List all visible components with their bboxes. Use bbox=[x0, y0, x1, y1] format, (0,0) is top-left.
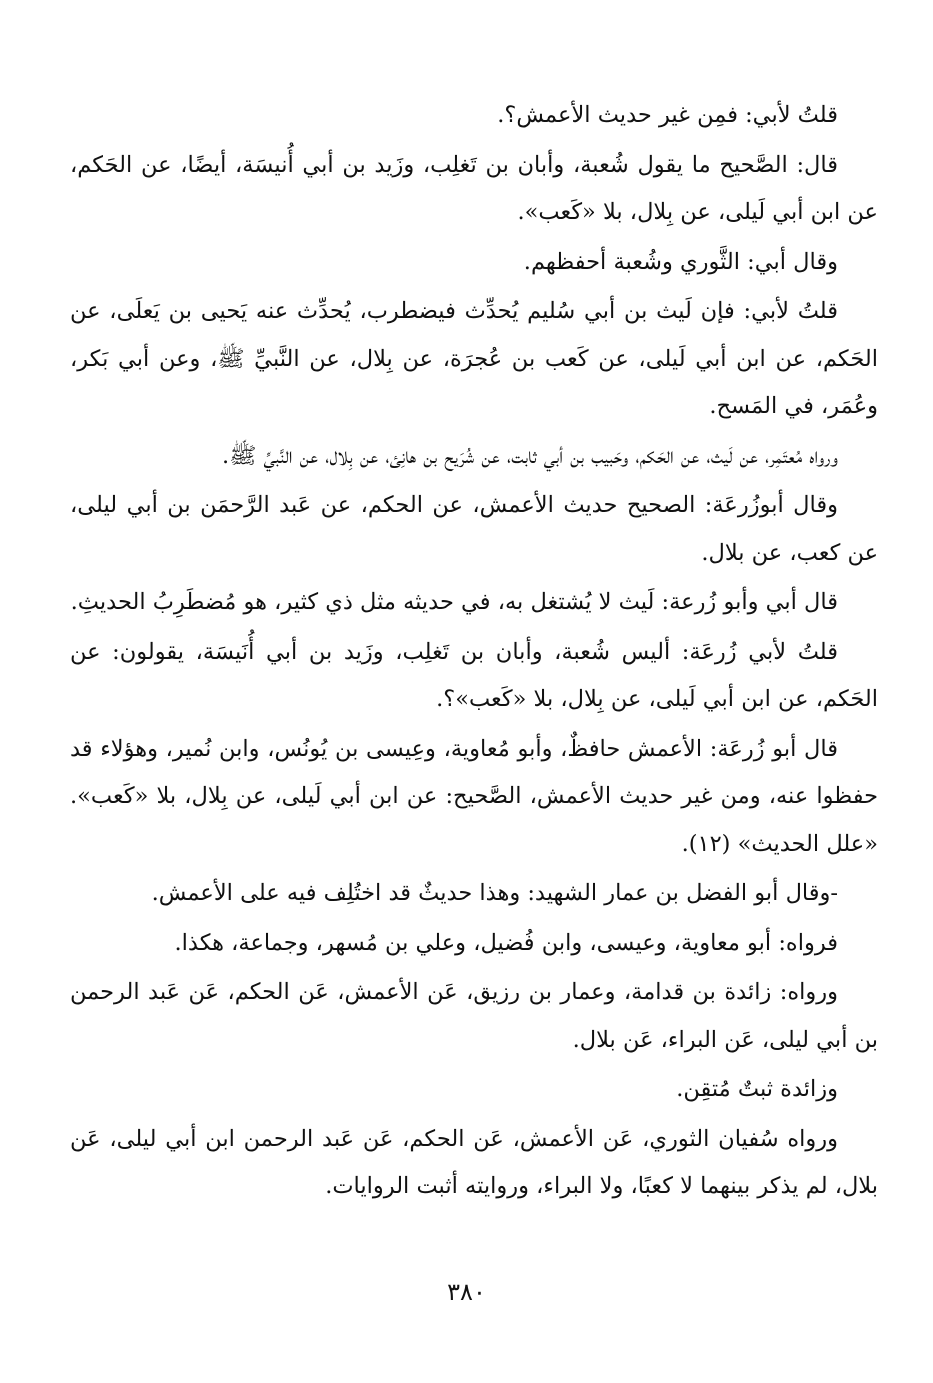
paragraph-2: قال: الصَّحيح ما يقول شُعبة، وأبان بن تَغلِب، وزَيد بن أبي أُنيسَة، أيضًا، عن الحَكم، عن ابن أبي لَيلى، عن بِلال، بلا «كَعب». bbox=[70, 151, 878, 225]
paragraph-14: ورواه سُفيان الثوري، عَن الأعمش، عَن الحكم، عَن عَبد الرحمن ابن أبي ليلى، عَن بلال، لم يذكر بينهما لا كعبًا، ولا البراء، وروايته أثبت الروايات. bbox=[70, 1125, 878, 1199]
paragraph-3: وقال أبي: الثَّوري وشُعبة أحفظهم. bbox=[523, 248, 838, 275]
paragraph-1: قلتُ لأبي: فمِن غير حديث الأعمش؟. bbox=[497, 102, 838, 128]
paragraph-11: فرواه: أبو معاوية، وعيسى، وابن فُضيل، وعلي بن مُسهر، وجماعة، هكذا. bbox=[174, 929, 838, 956]
paragraph-6: وقال أبوزُرعَة: الصحيح حديث الأعمش، عن الحكم، عن عَبد الرَّحمَن بن أبي ليلى، عن كعب، عن بلال. bbox=[70, 492, 878, 566]
paragraph-4: قلتُ لأبي: فإن لَيث بن أبي سُليم يُحدِّث فيضطرب، يُحدِّث عنه يَحيى بن يَعلَى، عن الحَكم، عن ابن أبي لَيلى، عن كَعب بن عُجرَة، عن بِلال، عن النَّبيِّ ﷺ، وعن أبي بَكر، وعُمَر، في المَسح. bbox=[70, 298, 878, 419]
page-body bbox=[70, 92, 878, 1213]
paragraph-7: قال أبي وأبو زُرعة: لَيث لا يُشتغل به، في حديثه مثل ذي كثير، هو مُضطَرِبُ الحديثِ. bbox=[70, 589, 838, 615]
page-number: ٣٨٠ bbox=[447, 1278, 486, 1306]
paragraph-13: وزائدة ثبتٌ مُتقِن. bbox=[676, 1076, 838, 1102]
paragraph-5: ورواه مُعتَمِر، عن لَيث، عن الحَكم، وحَبيب بن أبي ثابت، عن شُرَيح بن هانِئ، عن بِلال، عن النَّبيِّ ﷺ. bbox=[222, 442, 838, 469]
paragraph-10: -وقال أبو الفضل بن عمار الشهيد: وهذا حديثٌ قد اختُلِف فيه على الأعمش. bbox=[151, 880, 838, 906]
paragraph-12: ورواه: زائدة بن قدامة، وعمار بن رزيق، عَن الأعمش، عَن الحكم، عَن عَبد الرحمن بن أبي ليلى، عَن البراء، عَن بلال. bbox=[70, 979, 878, 1053]
paragraph-9: قال أبو زُرعَة: الأعمش حافظٌ، وأبو مُعاوية، وعِيسى بن يُونُس، وابن نُمير، وهؤلاء قد حفظوا عنه، ومن غير حديث الأعمش، الصَّحيح: عن ابن أبي لَيلى، عن بِلال، بلا «كَعب». «علل الحديث» (١٢). bbox=[70, 735, 878, 857]
paragraph-8: قلتُ لأبي زُرعَة: أليس شُعبة، وأبان بن تَغلِب، وزَيد بن أبي أُنَيسَة، يقولون: عن الحَكم، عن ابن أبي لَيلى، عن بِلال، بلا «كَعب»؟. bbox=[70, 638, 878, 712]
